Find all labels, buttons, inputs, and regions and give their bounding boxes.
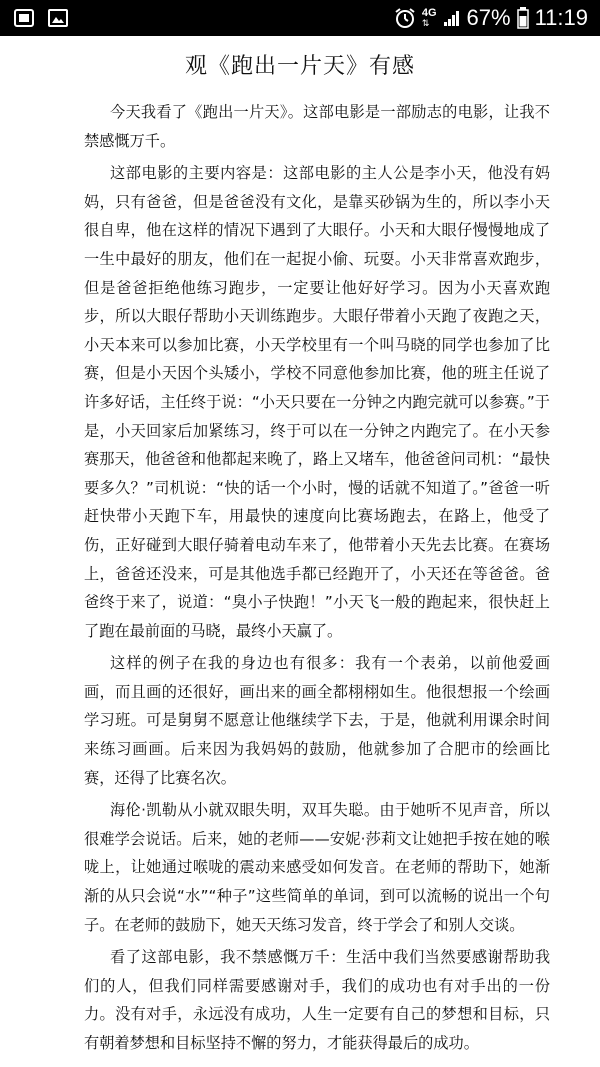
signal-icon — [443, 9, 461, 27]
image-icon — [48, 8, 68, 28]
notification-icon — [14, 8, 34, 28]
alarm-icon — [394, 7, 416, 29]
status-bar: 4G ⇅ 67% 11:19 — [0, 0, 600, 36]
article-title: 观《跑出一片天》有感 — [184, 54, 415, 79]
paragraph-text: 看了这部电影，我不禁感慨万千：生活中我们当然要感谢帮助我们的人，但我们同样需要感谢对手，我们的成功也有对手出的一份力。没有对手，永远没有成功，人生一定要有自己的梦想和目标，只有朝着梦想和目标坚持不懈的努力，才能获得最后的成功。 — [84, 948, 550, 1052]
article-view[interactable] — [0, 36, 600, 1067]
paragraph-2 — [0, 159, 600, 645]
paragraph-text: 这样的例子在我的身边也有很多：我有一个表弟，以前他爱画画，而且画的还很好，画出来的画全都栩栩如生。他很想报一个绘画学习班。可是舅舅不愿意让他继续学下去，于是，他就利用课余时间来练习画画。后来因为我妈妈的鼓励，他就参加了合肥市的绘画比赛，还得了比赛名次。 — [84, 654, 550, 787]
paragraph-1 — [0, 98, 600, 155]
paragraph-text: 海伦·凯勒从小就双眼失明，双耳失聪。由于她听不见声音，所以很难学会说话。后来，她的老师——安妮·莎莉文让她把手按在她的喉咙上，让她通过喉咙的震动来感受如何发音。在老师的帮助下，她渐渐的从只会说“水”“种子”这些简单的单词，到可以流畅的说出一个句子。在老师的鼓励下，她天天练习发音，终于学会了和别人交谈。 — [84, 801, 550, 934]
battery-icon — [517, 7, 529, 29]
battery-percent: 67% — [466, 5, 511, 30]
paragraph-5 — [0, 943, 600, 1057]
paragraph-4 — [0, 796, 600, 939]
paragraph-text: 今天我看了《跑出一片天》。这部电影是一部励志的电影，让我不禁感慨万千。 — [84, 103, 550, 150]
network-type-label: 4G — [421, 7, 437, 19]
status-time: 11:19 — [534, 5, 588, 30]
paragraph-text: 这部电影的主要内容是：这部电影的主人公是李小天，他没有妈妈，只有爸爸，但是爸爸没有文化，是靠买砂锅为生的，所以李小天很自卑，他在这样的情况下遇到了大眼仔。小天和大眼仔慢慢地成了一生中最好的朋友，他们在一起捉小偷、玩耍。小天非常喜欢跑步，但是爸爸拒绝他练习跑步，一定要让他好好学习。因为小天喜欢跑步，所以大眼仔帮助小天训练跑步。大眼仔带着小天跑了夜跑之天，小天本来可以参加比赛，小天学校里有一个叫马晓的同学也参加了比赛，但是小天因个头矮小，学校不同意他参加比赛，他的班主任说了许多好话，主任终于说：“小天只要在一分钟之内跑完就可以参赛。”于是，小天回家后加紧练习，终于可以在一分钟之内跑完了。在小天参赛那天，他爸爸和他都起来晚了，路上又堵车，他爸爸问司机：“最快要多久？”司机说：“快的话一个小时，慢的话就不知道了。”爸爸一听赶快带小天跑下车，用最快的速度向比赛场跑去，在路上，他受了伤，正好碰到大眼仔骑着电动车来了，他带着小天先去比赛。在赛场上，爸爸还没来，可是其他选手都已经跑开了，小天还在等爸爸。爸爸终于来了，说道：“臭小子快跑！”小天飞一般的跑起来，很快赶上了跑在最前面的马晓，最终小天赢了。 — [84, 164, 550, 640]
paragraph-3 — [0, 649, 600, 792]
